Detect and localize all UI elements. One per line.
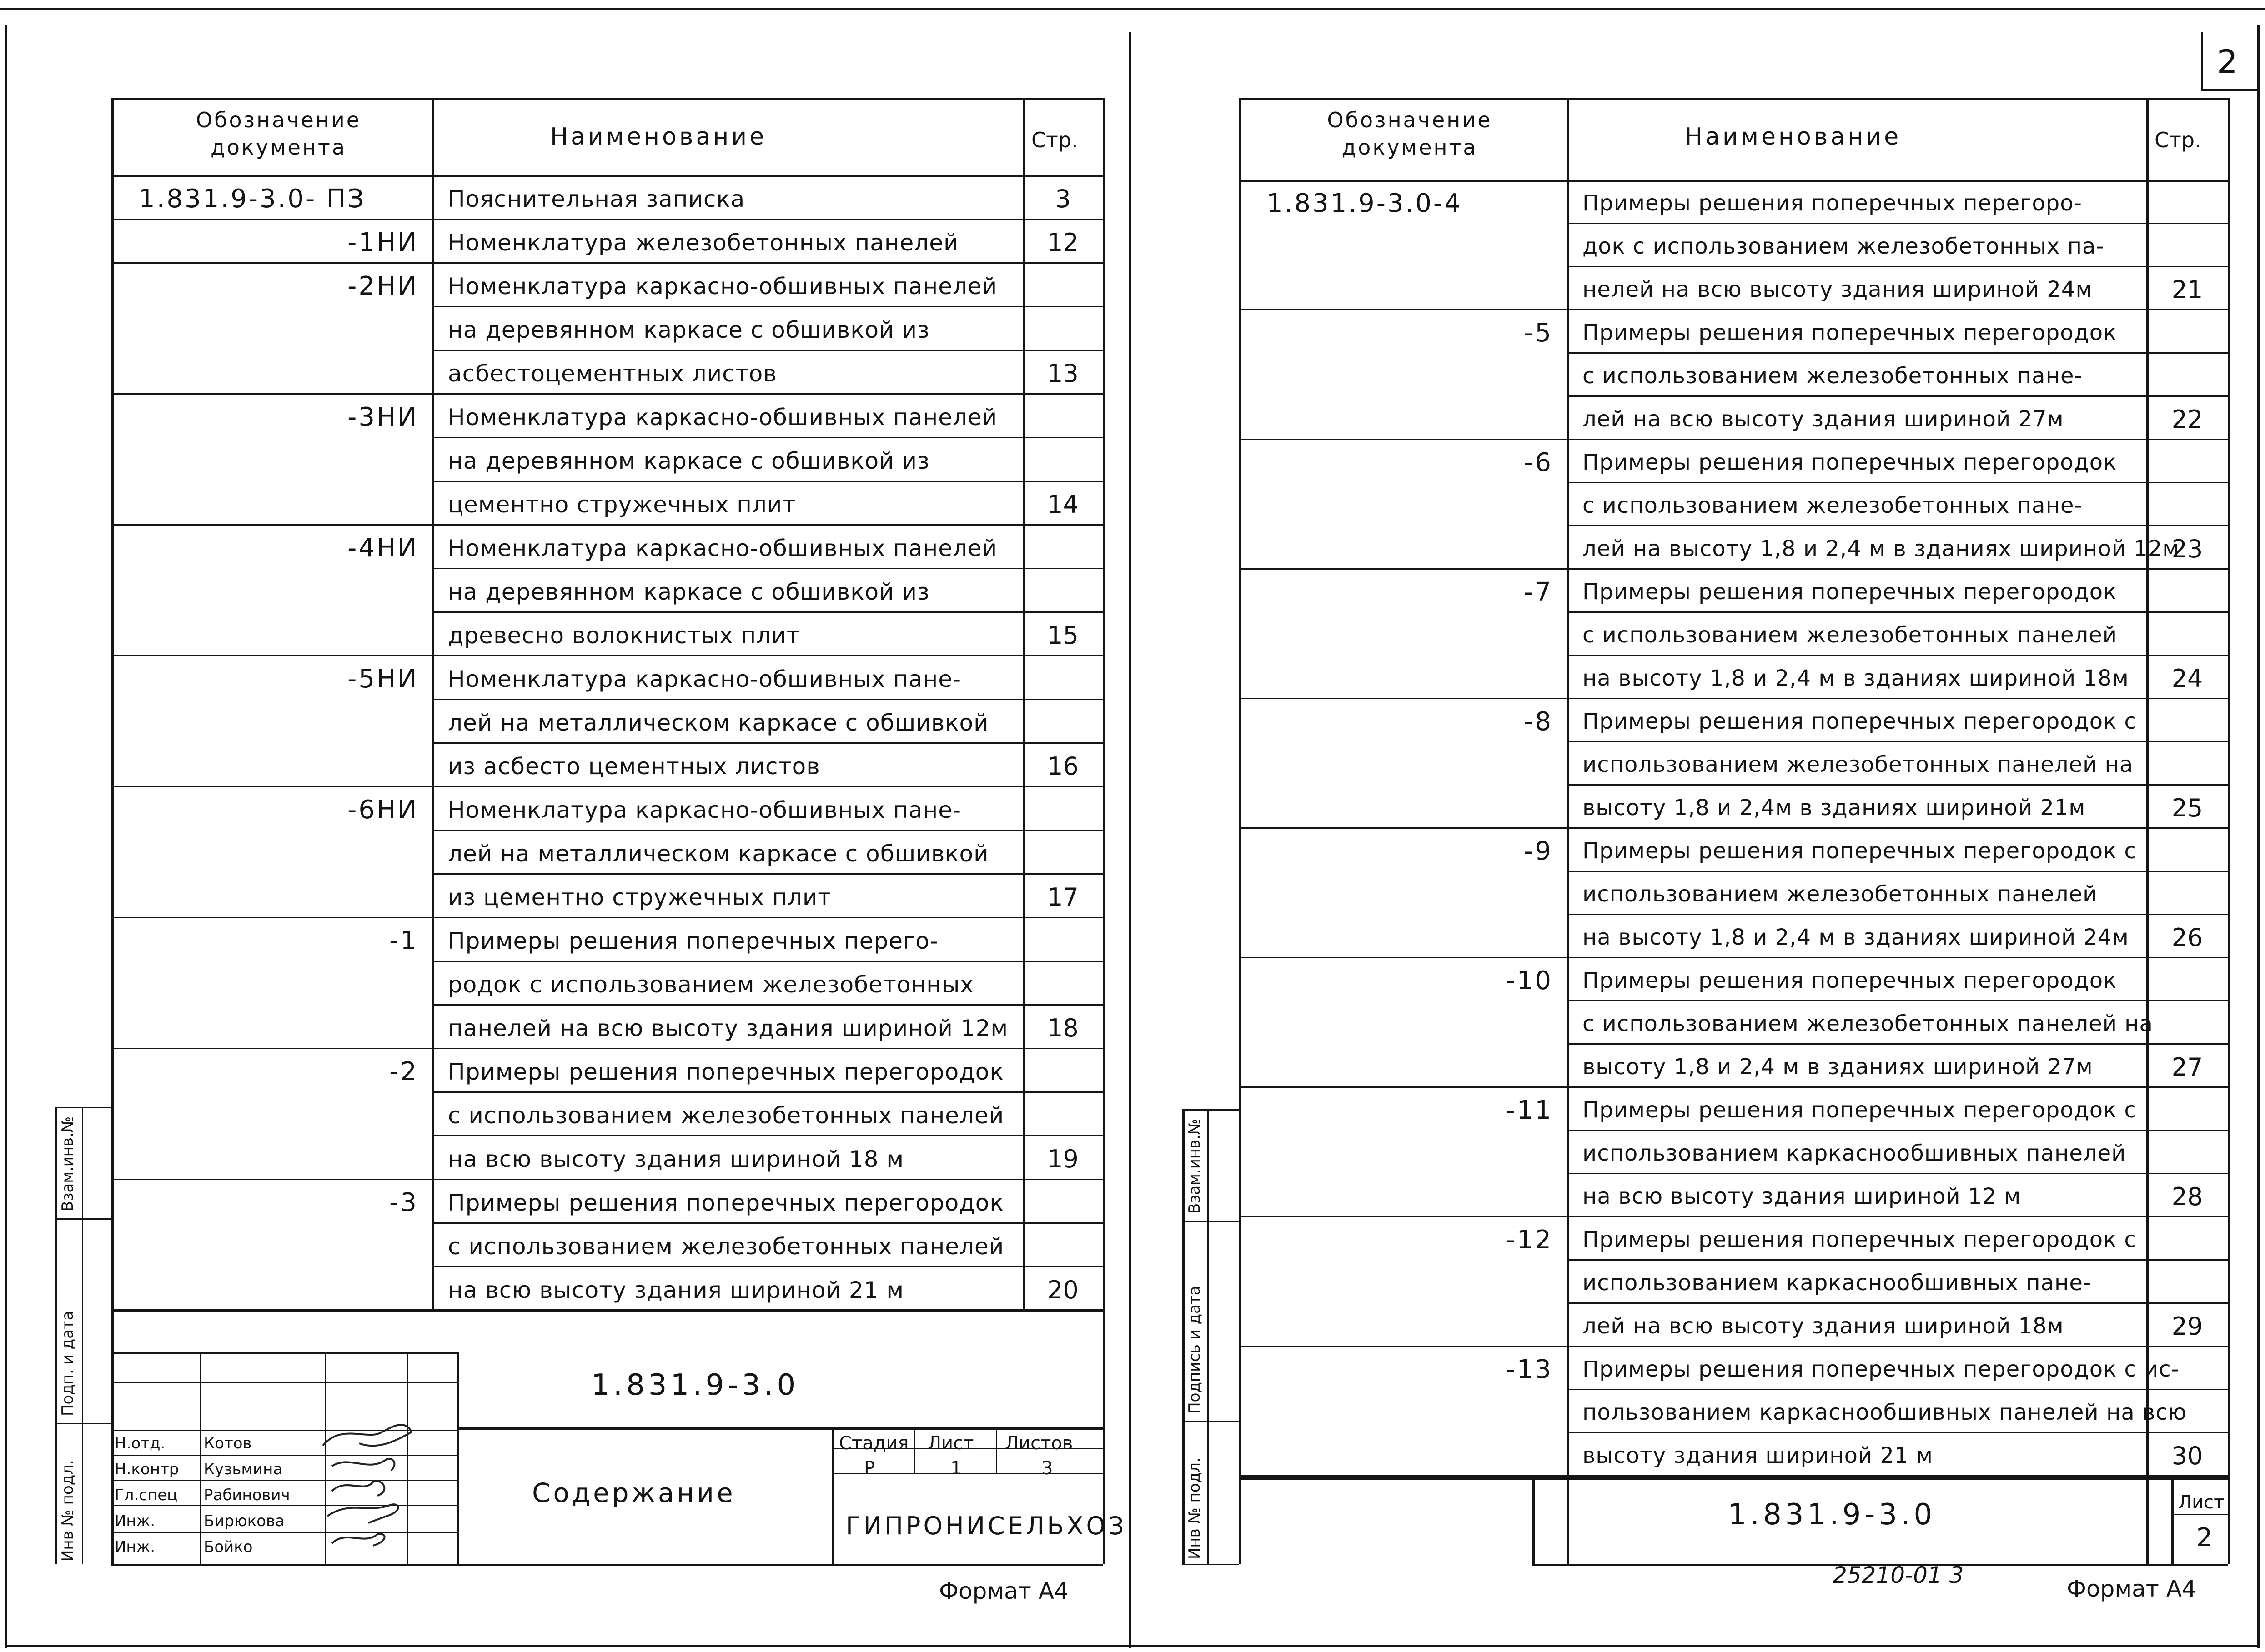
right_table-row-page: 21 — [2171, 275, 2203, 304]
table-right-line — [1103, 98, 1105, 1309]
signatures — [314, 1414, 423, 1559]
row-rule-line — [1567, 1259, 2228, 1261]
top-border-line — [0, 8, 2265, 10]
row-rule-line — [1567, 309, 2228, 310]
right_table-header-name: Наименование — [1685, 123, 1902, 150]
right_table-row-line: высоту здания шириной 21 м — [1582, 1443, 1933, 1468]
row-rule-line — [1567, 1302, 2228, 1304]
row-rule-line — [432, 1048, 1103, 1049]
left-side-label-2: Взам.инв.№ — [59, 1116, 77, 1211]
left_table-row-line: Номенклатура каркасно-обшивных пане- — [448, 666, 961, 692]
stamp-role-4: Инж. — [115, 1538, 156, 1556]
stamp-left-line — [111, 1309, 114, 1564]
right_table-row-line: Примеры решения поперечных перегородок с — [1582, 709, 2137, 734]
stamp-name-4: Бойко — [204, 1538, 253, 1556]
row-rule-line — [432, 961, 1103, 962]
right_table-row-line: нелей на всю высоту здания шириной 24м — [1582, 277, 2093, 302]
header-bottom-line — [111, 175, 1103, 177]
side-strip-outer — [1182, 1109, 1185, 1564]
right_table-row-code: -7 — [1524, 577, 1553, 607]
right_table-row-page: 27 — [2171, 1053, 2203, 1081]
left_table-row-line: Примеры решения поперечных перегородок — [448, 1190, 1004, 1216]
organization-name: ГИПРОНИСЕЛЬХОЗ — [846, 1512, 1127, 1540]
row-rule-line — [432, 1135, 1103, 1136]
row-group-line — [1239, 1086, 1567, 1088]
right_table-row-code: -10 — [1506, 966, 1553, 996]
right_table-row-page: 26 — [2171, 923, 2203, 952]
left_table-row-page: 17 — [1047, 883, 1079, 911]
left_table-row-line: Примеры решения поперечных перегородок — [448, 1059, 1004, 1085]
row-rule-line — [1567, 266, 2228, 267]
left_table-row-line: лей на металлическом каркасе с обшивкой — [448, 710, 989, 736]
stamp-col-line — [457, 1352, 459, 1564]
row-rule-line — [432, 1266, 1103, 1267]
left_table-row-line: на деревянном каркасе с обшивкой из — [448, 448, 930, 474]
left_table-row-code: 1.831.9-3.0- ПЗ — [139, 184, 366, 214]
right_table-header-designation: Обозначение документа — [1327, 108, 1492, 160]
right_table-row-line: Примеры решения поперечных перегородок с ис- — [1582, 1357, 2180, 1382]
stamp-col-line — [996, 1427, 997, 1473]
row-rule-line — [1567, 1475, 2228, 1477]
right_table-row-page: 24 — [2171, 664, 2203, 693]
corner-sheet-number: 2 — [2217, 43, 2238, 81]
row-group-line — [1239, 1216, 1567, 1217]
stage-label: Стадия — [839, 1433, 909, 1454]
right-side-label-0: Инв № подл. — [1185, 1457, 1204, 1559]
left-side-label-1: Подп. и дата — [59, 1311, 77, 1416]
row-rule-line — [432, 1091, 1103, 1093]
stamp-col-line — [914, 1427, 915, 1473]
left_table-row-page: 13 — [1047, 359, 1079, 388]
row-group-line — [111, 393, 432, 395]
left_table-row-line: Примеры решения поперечных перего- — [448, 928, 939, 954]
left_table-row-code: -6НИ — [347, 795, 418, 825]
table-col2-line — [2146, 98, 2149, 1564]
center-fold-line — [1129, 32, 1131, 1648]
right-format-label: Формат А4 — [2067, 1576, 2196, 1602]
left_table-row-page: 16 — [1047, 752, 1079, 781]
left_table-row-code: -2 — [389, 1057, 418, 1086]
right_table-row-line: высоту 1,8 и 2,4м в зданиях шириной 21м — [1582, 795, 2086, 821]
row-rule-line — [432, 524, 1103, 526]
row-rule-line — [1567, 395, 2228, 397]
side-strip-outer — [55, 1107, 57, 1564]
right_table-row-page: 25 — [2171, 794, 2203, 822]
left_table-row-code: -1 — [389, 926, 418, 956]
right_table-row-line: использованием железобетонных панелей — [1582, 881, 2098, 907]
row-rule-line — [432, 219, 1103, 220]
signature-scribble — [323, 1425, 412, 1446]
right-stamp-col — [2171, 1477, 2174, 1564]
row-group-line — [111, 786, 432, 787]
table-top-line — [111, 98, 1103, 100]
row-rule-line — [1567, 957, 2228, 958]
side-strip-div — [55, 1423, 111, 1424]
left_table-row-line: на всю высоту здания шириной 21 м — [448, 1277, 904, 1303]
right_table-row-line: Примеры решения поперечных перегородок — [1582, 320, 2117, 345]
row-group-line — [1239, 827, 1567, 829]
table-top-line — [1239, 98, 2228, 100]
signature-scribble — [332, 1459, 394, 1471]
row-rule-line — [432, 830, 1103, 831]
side-strip-inner — [1207, 1109, 1209, 1564]
row-rule-line — [1567, 1173, 2228, 1174]
right_table-row-line: Примеры решения поперечных перегородок с — [1582, 1227, 2137, 1252]
left_table-row-line: асбестоцементных листов — [448, 360, 777, 387]
left-stamp-designation: 1.831.9-3.0 — [591, 1368, 799, 1402]
row-rule-line — [432, 568, 1103, 569]
row-group-line — [1239, 309, 1567, 310]
left_table-row-line: из асбесто цементных листов — [448, 753, 820, 780]
row-rule-line — [1567, 1043, 2228, 1045]
right-stamp-top — [1239, 1477, 2228, 1480]
left_table-header-designation: Обозначение документа — [196, 108, 362, 160]
right_table-row-page: 28 — [2171, 1182, 2203, 1211]
row-rule-line — [432, 350, 1103, 351]
right_table-row-line: пользованием каркаснообшивных панелей на всю — [1582, 1400, 2187, 1425]
right_table-row-line: с использованием железобетонных пане- — [1582, 493, 2083, 518]
row-rule-line — [1567, 611, 2228, 613]
right_table-row-line: Примеры решения поперечных перегоро- — [1582, 190, 2082, 216]
stamp-name-3: Бирюкова — [204, 1512, 285, 1530]
right_table-row-code: -8 — [1524, 707, 1553, 736]
row-rule-line — [432, 1222, 1103, 1224]
row-group-line — [1239, 1346, 1567, 1347]
row-rule-line — [432, 786, 1103, 787]
row-rule-line — [432, 655, 1103, 656]
row-rule-line — [1567, 784, 2228, 786]
right_table-row-line: высоту 1,8 и 2,4 м в зданиях шириной 27м — [1582, 1054, 2093, 1080]
left_table-header-name: Наименование — [550, 123, 767, 150]
table-col2-line — [1023, 98, 1025, 1309]
row-rule-line — [1567, 1432, 2228, 1433]
right_table-row-page: 29 — [2171, 1312, 2203, 1341]
row-group-line — [1239, 439, 1567, 440]
right_table-header-page: Стр. — [2155, 128, 2201, 152]
left_table-row-line: Номенклатура каркасно-обшивных панелей — [448, 535, 998, 561]
right-page-border — [2257, 25, 2260, 1648]
right_table-row-page: 30 — [2171, 1442, 2203, 1470]
side-strip-div — [1182, 1421, 1239, 1422]
left_table-row-page: 3 — [1055, 185, 1071, 213]
side-strip-top — [1182, 1109, 1239, 1111]
stamp-name-0: Котов — [204, 1434, 252, 1452]
right_table-row-line: лей на всю высоту здания шириной 27м — [1582, 406, 2064, 432]
right_table-row-code: -9 — [1524, 836, 1553, 866]
left_table-row-line: Номенклатура железобетонных панелей — [448, 230, 959, 256]
right-stamp-div — [2171, 1514, 2228, 1515]
row-rule-line — [1567, 827, 2228, 829]
right_table-row-page: 22 — [2171, 405, 2203, 434]
table-col1-line — [1567, 98, 1569, 1564]
right_table-row-line: Примеры решения поперечных перегородок с — [1582, 1097, 2137, 1123]
row-rule-line — [432, 873, 1103, 875]
stamp-top-line — [111, 1309, 1103, 1312]
left_table-row-page: 20 — [1047, 1276, 1079, 1304]
right_table-row-code: -11 — [1506, 1096, 1553, 1125]
stamp-role-1: Н.контр — [115, 1460, 179, 1478]
sheet-value: 1 — [950, 1458, 962, 1479]
left-page-border — [5, 25, 7, 1648]
left_table-row-line: лей на металлическом каркасе с обшивкой — [448, 841, 989, 867]
right_table-row-line: на всю высоту здания шириной 12 м — [1582, 1184, 2021, 1209]
row-rule-line — [1567, 439, 2228, 440]
left_table-row-line: Номенклатура каркасно-обшивных панелей — [448, 273, 998, 300]
left_table-row-code: -3 — [389, 1188, 418, 1217]
row-rule-line — [432, 481, 1103, 482]
right_table-row-line: использованием железобетонных панелей на — [1582, 752, 2134, 777]
right_table-row-line: Примеры решения поперечных перегородок — [1582, 579, 2117, 605]
left_table-row-page: 15 — [1047, 621, 1079, 650]
left_table-row-line: с использованием железобетонных панелей — [448, 1102, 1004, 1129]
left_table-row-line: панелей на всю высоту здания шириной 12м — [448, 1015, 1009, 1041]
row-group-line — [111, 917, 432, 918]
header-bottom-line — [1239, 180, 2228, 182]
left_table-row-page: 14 — [1047, 490, 1079, 519]
row-rule-line — [432, 393, 1103, 395]
right_table-row-line: на высоту 1,8 и 2,4 м в зданиях шириной 24м — [1582, 925, 2129, 950]
right_table-row-line: Примеры решения поперечных перегородок — [1582, 450, 2117, 475]
right_table-row-code: 1.831.9-3.0-4 — [1266, 189, 1462, 218]
right_table-row-line: с использованием железобетонных панелей на — [1582, 1011, 2153, 1036]
left_table-row-line: Номенклатура каркасно-обшивных пане- — [448, 797, 961, 823]
right_table-row-page: 23 — [2171, 535, 2203, 563]
left_table-row-line: на деревянном каркасе с обшивкой из — [448, 579, 930, 605]
row-rule-line — [1567, 525, 2228, 526]
left_table-row-code: -4НИ — [347, 533, 418, 563]
signature-scribble — [332, 1534, 385, 1546]
left_table-row-line: из цементно стружечных плит — [448, 884, 832, 911]
row-rule-line — [432, 1004, 1103, 1006]
stamp-designation-line — [457, 1427, 1103, 1430]
left_table-row-page: 19 — [1047, 1145, 1079, 1173]
row-rule-line — [432, 306, 1103, 307]
right_table-row-line: на высоту 1,8 и 2,4 м в зданиях шириной 18м — [1582, 666, 2129, 691]
row-rule-line — [1567, 352, 2228, 354]
right-stamp-designation: 1.831.9-3.0 — [1728, 1498, 1936, 1532]
right-side-label-1: Подпись и дата — [1185, 1286, 1204, 1414]
row-group-line — [111, 1048, 432, 1049]
side-strip-div — [55, 1218, 111, 1220]
row-rule-line — [432, 917, 1103, 918]
left_table-row-line: на всю высоту здания шириной 18 м — [448, 1146, 904, 1172]
left_table-row-code: -2НИ — [347, 271, 418, 301]
signature-scribble — [327, 1504, 398, 1523]
right_table-row-line: док с использованием железобетонных па- — [1582, 234, 2104, 259]
left_table-row-code: -3НИ — [347, 402, 418, 432]
table-right-line — [2228, 98, 2230, 1564]
side-strip-div — [1182, 1221, 1239, 1222]
row-rule-line — [1567, 223, 2228, 224]
side-strip-top — [55, 1107, 111, 1108]
side-strip-inner — [82, 1107, 83, 1564]
right_table-row-code: -5 — [1524, 318, 1553, 348]
stamp-grid-line — [111, 1352, 457, 1354]
row-rule-line — [432, 437, 1103, 438]
right_table-row-line: с использованием железобетонных пане- — [1582, 363, 2083, 389]
row-rule-line — [432, 742, 1103, 744]
row-rule-line — [1567, 914, 2228, 915]
right_table-row-code: -12 — [1506, 1225, 1553, 1255]
sheet-label: Лист — [928, 1433, 974, 1454]
left_table-row-page: 18 — [1047, 1014, 1079, 1042]
row-rule-line — [1567, 482, 2228, 483]
row-rule-line — [1567, 1000, 2228, 1001]
bottom-archive-note: 25210-01 3 — [1833, 1562, 1964, 1588]
row-group-line — [1239, 698, 1567, 699]
row-group-line — [1239, 568, 1567, 570]
left_table-row-line: цементно стружечных плит — [448, 491, 796, 518]
row-rule-line — [1567, 1346, 2228, 1347]
sheets-value: 3 — [1041, 1458, 1053, 1479]
row-group-line — [1239, 957, 1567, 958]
right_table-row-line: использованием каркаснообшивных панелей — [1582, 1141, 2126, 1166]
right_table-row-line: Примеры решения поперечных перегородок — [1582, 968, 2117, 993]
stamp-name-2: Рабинович — [204, 1486, 290, 1504]
row-rule-line — [1567, 568, 2228, 570]
left_table-row-code: -5НИ — [347, 664, 418, 694]
row-group-line — [111, 655, 432, 656]
right_table-row-line: использованием каркаснообшивных пане- — [1582, 1270, 2092, 1296]
row-rule-line — [432, 262, 1103, 264]
left_table-row-line: на деревянном каркасе с обшивкой из — [448, 317, 930, 343]
bottom-border-line — [5, 1645, 2260, 1647]
left_table-row-line: родок с использованием железобетонных — [448, 971, 974, 998]
left-stamp-title: Содержание — [532, 1477, 736, 1508]
right-sheet-value: 2 — [2196, 1523, 2213, 1552]
right_table-row-code: -13 — [1506, 1355, 1553, 1384]
row-group-line — [111, 524, 432, 526]
stamp-role-2: Гл.спец — [115, 1486, 178, 1504]
left_table-header-page: Стр. — [1031, 128, 1078, 152]
right_table-row-line: лей на всю высоту здания шириной 18м — [1582, 1313, 2064, 1339]
left_table-row-line: Номенклатура каркасно-обшивных панелей — [448, 404, 998, 431]
side-strip-bottom — [1182, 1564, 1239, 1565]
stamp-col-line — [832, 1427, 834, 1564]
right-side-label-2: Взам.инв.№ — [1185, 1118, 1204, 1214]
row-rule-line — [432, 1179, 1103, 1180]
row-rule-line — [432, 611, 1103, 613]
row-group-line — [111, 1179, 432, 1180]
table-left-line — [1239, 98, 1241, 1564]
right-sheet-label: Лист — [2178, 1492, 2225, 1513]
row-rule-line — [1567, 698, 2228, 699]
right_table-row-line: Примеры решения поперечных перегородок с — [1582, 838, 2137, 864]
right_table-row-line: с использованием железобетонных панелей — [1582, 622, 2117, 648]
left_table-row-page: 12 — [1047, 228, 1079, 257]
left_table-row-line: Пояснительная записка — [448, 186, 745, 212]
sheets-label: Листов — [1005, 1433, 1073, 1454]
stamp-role-0: Н.отд. — [115, 1434, 166, 1452]
row-rule-line — [1567, 871, 2228, 872]
row-rule-line — [1567, 1216, 2228, 1217]
row-group-line — [111, 262, 432, 264]
row-rule-line — [1567, 655, 2228, 656]
row-rule-line — [1567, 1130, 2228, 1131]
stamp-bottom-line — [111, 1564, 1103, 1566]
left_table-row-line: древесно волокнистых плит — [448, 622, 800, 649]
row-rule-line — [1567, 1086, 2228, 1088]
left_table-row-line: с использованием железобетонных панелей — [448, 1233, 1004, 1260]
stamp-grid-line — [111, 1382, 457, 1383]
row-group-line — [1239, 1475, 1567, 1477]
row-rule-line — [432, 699, 1103, 700]
table-col1-line — [432, 98, 434, 1309]
row-rule-line — [1567, 741, 2228, 742]
right_table-row-line: лей на высоту 1,8 и 2,4 м в зданиях шириной 12м — [1582, 536, 2180, 561]
left-format-label: Формат А4 — [939, 1578, 1069, 1604]
row-rule-line — [1567, 1389, 2228, 1390]
stage-value: Р — [864, 1458, 875, 1479]
row-group-line — [111, 219, 432, 220]
left_table-row-code: -1НИ — [347, 228, 418, 257]
stamp-name-1: Кузьмина — [204, 1460, 283, 1478]
right-stamp-col — [1532, 1477, 1535, 1564]
left-side-label-0: Инв № подл. — [59, 1460, 77, 1562]
right_table-row-code: -6 — [1524, 448, 1553, 477]
stamp-role-3: Инж. — [115, 1512, 156, 1530]
signature-scribble — [332, 1481, 384, 1496]
